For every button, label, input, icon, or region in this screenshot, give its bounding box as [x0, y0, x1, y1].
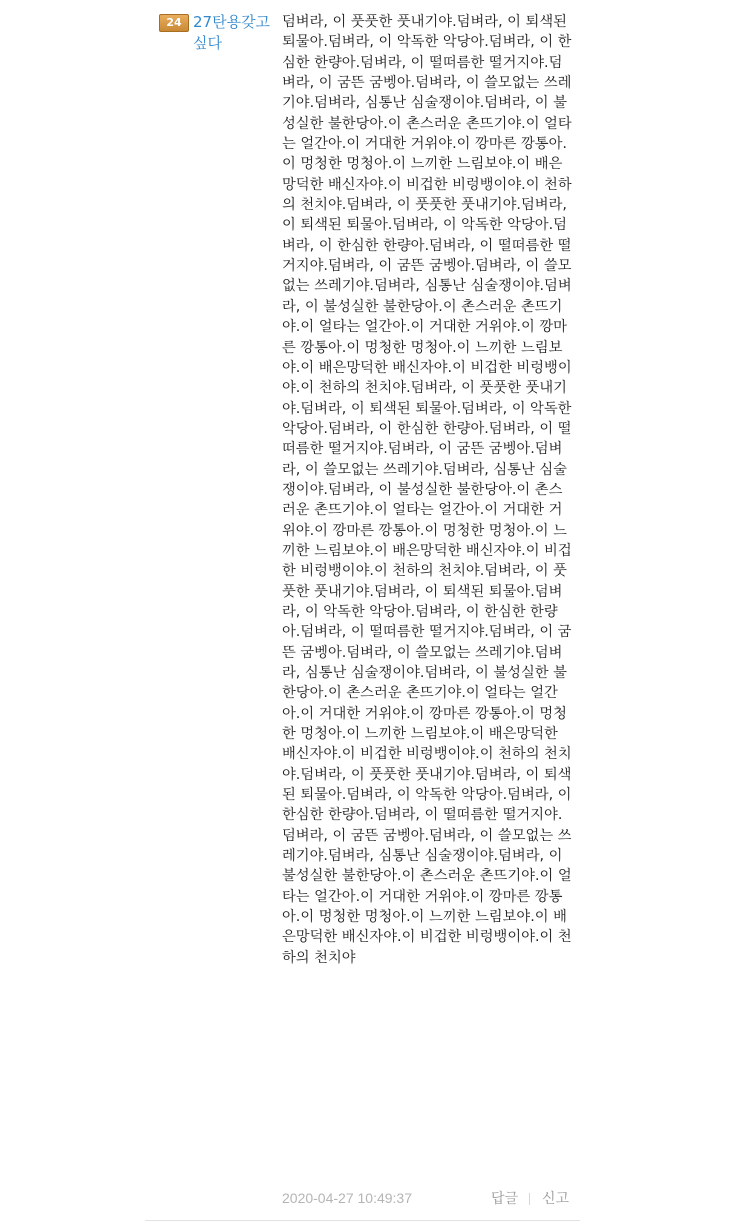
comment-actions: [491, 1188, 569, 1208]
report-button[interactable]: 신고: [541, 1191, 569, 1207]
comment-meta: [282, 1188, 572, 1210]
comment-timestamp: 2020-04-27 10:49:37: [282, 1190, 412, 1206]
comment-divider: [145, 1220, 580, 1221]
comment-body: 덤벼라, 이 풋풋한 풋내기야.덤벼라, 이 퇴색된 퇴물아.덤벼라, 이 악독한 악당아.덤벼라, 이 한심한 한량아.덤벼라, 이 떨떠름한 떨거지야.덤벼라, 이 굼뜬 굼벵아.덤벼라, 이 쓸모없는 쓰레기야.덤벼라, 심통난 심술쟁이야.덤벼라, 이 불성실한 불한당아.이 촌스러운 촌뜨기야.이 얼타는 얼간아.이 거대한 거위야.이 깡마른 깡통아.이 멍청한 멍청아.이 느끼한 느림보야.이 배은망덕한 배신자야.이 비겁한 비렁뱅이야.이 천하의 천치야.덤벼라, 이 풋풋한 풋내기야.덤벼라, 이 퇴색된 퇴물아.덤벼라, 이 악독한 악당아.덤벼라, 이 한심한 한량아.덤벼라, 이 떨떠름한 떨거지야.덤벼라, 이 굼뜬 굼벵아.덤벼라, 이 쓸모없는 쓰레기야.덤벼라, 심통난 심술쟁이야.덤벼라, 이 불성실한 불한당아.이 촌스러운 촌뜨기야.이 얼타는 얼간아.이 거대한 거위야.이 깡마른 깡통아.이 멍청한 멍청아.이 느끼한 느림보야.이 배은망덕한 배신자야.이 비겁한 비렁뱅이야.이 천하의 천치야.덤벼라, 이 풋풋한 풋내기야.덤벼라, 이 퇴색된 퇴물아.덤벼라, 이 악독한 악당아.덤벼라, 이 한심한 한량아.덤벼라, 이 떨떠름한 떨거지야.덤벼라, 이 굼뜬 굼벵아.덤벼라, 이 쓸모없는 쓰레기야.덤벼라, 심통난 심술쟁이야.덤벼라, 이 불성실한 불한당아.이 촌스러운 촌뜨기야.이 얼타는 얼간아.이 거대한 거위야.이 깡마른 깡통아.이 멍청한 멍청아.이 느끼한 느림보야.이 배은망덕한 배신자야.이 비겁한 비렁뱅이야.이 천하의 천치야.덤벼라, 이 풋풋한 풋내기야.덤벼라, 이 퇴색된 퇴물아.덤벼라, 이 악독한 악당아.덤벼라, 이 한심한 한량아.덤벼라, 이 떨떠름한 떨거지야.덤벼라, 이 굼뜬 굼벵아.덤벼라, 이 쓸모없는 쓰레기야.덤벼라, 심통난 심술쟁이야.덤벼라, 이 불성실한 불한당아.이 촌스러운 촌뜨기야.이 얼타는 얼간아.이 거대한 거위야.이 깡마른 깡통아.이 멍청한 멍청아.이 느끼한 느림보야.이 배은망덕한 배신자야.이 비겁한 비렁뱅이야.이 천하의 천치야.덤벼라, 이 풋풋한 풋내기야.덤벼라, 이 퇴색된 퇴물아.덤벼라, 이 악독한 악당아.덤벼라, 이 한심한 한량아.덤벼라, 이 떨떠름한 떨거지야.덤벼라, 이 굼뜬 굼벵아.덤벼라, 이 쓸모없는 쓰레기야.덤벼라, 심통난 심술쟁이야.덤벼라, 이 불성실한 불한당아.이 촌스러운 촌뜨기야.이 얼타는 얼간아.이 거대한 거위야.이 깡마른 깡통아.이 멍청한 멍청아.이 느끼한 느림보야.이 배은망덕한 배신자야.이 비겁한 비렁뱅이야.이 천하의 천치야: [282, 14, 572, 966]
comment-author-nickname[interactable]: 27탄용갖고싶다: [193, 13, 271, 52]
action-separator: [529, 1193, 530, 1205]
reply-button[interactable]: 답글: [490, 1191, 519, 1207]
level-badge: 24: [159, 14, 189, 32]
